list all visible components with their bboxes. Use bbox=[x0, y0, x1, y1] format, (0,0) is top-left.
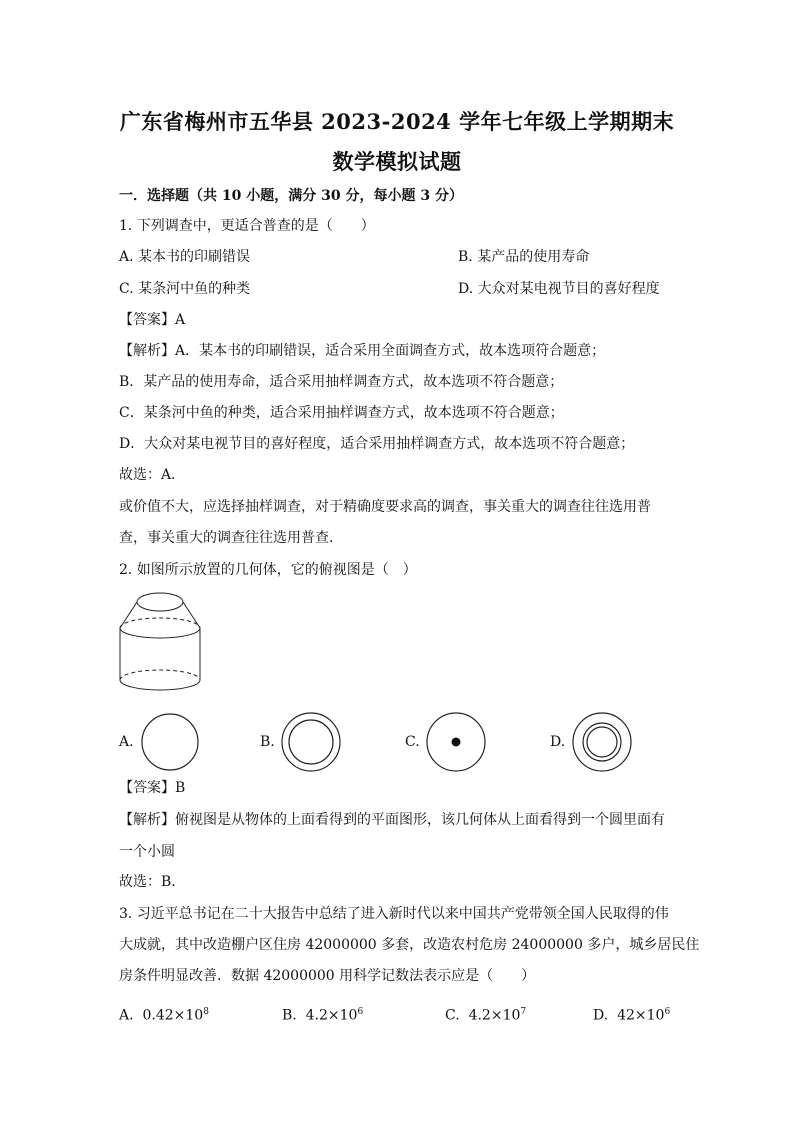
q3-stem-line: 大成就，其中改造棚户区住房 42000000 多套，改造农村危房 24000000 多户，城乡居民住 bbox=[119, 937, 700, 953]
q3-option-b-base: 4.2×10 bbox=[305, 1007, 358, 1024]
q1-option-d: D. 大众对某电视节目的喜好程度 bbox=[458, 281, 660, 297]
q1-explain-line: 故选：A． bbox=[119, 467, 186, 483]
q3-stem-line: 房条件明显改善．数据 42000000 用科学记数法表示应是（ ） bbox=[119, 968, 536, 984]
section-heading: 一．选择题（共 10 小题，满分 30 分，每小题 3 分） bbox=[119, 188, 463, 204]
cylinder-top-back-arc bbox=[120, 618, 200, 628]
q2-answer: 【答案】B bbox=[119, 780, 186, 796]
q2-option-b-label: B. bbox=[260, 734, 275, 750]
page-title-line1: 广东省梅州市五华县 2023-2024 学年七年级上学期期末 bbox=[119, 109, 675, 134]
q1-explain-line: 【解析】A．某本书的印刷错误，适合采用全面调查方式，故本选项符合题意； bbox=[119, 343, 606, 359]
q3-option-d-label: D. bbox=[593, 1007, 609, 1024]
q2-option-c-label: C. bbox=[405, 734, 420, 750]
q2-option-c-circle-dot bbox=[424, 710, 488, 774]
q3-stem-line: 3. 习近平总书记在二十大报告中总结了进入新时代以来中国共产党带领全国人民取得的伟 bbox=[119, 906, 669, 922]
q1-stem: 1. 下列调查中，更适合普查的是（ ） bbox=[119, 218, 375, 234]
q1-option-c: C. 某条河中鱼的种类 bbox=[119, 281, 251, 297]
q2-stem: 2. 如图所示放置的几何体，它的俯视图是（ ） bbox=[119, 562, 417, 578]
frustum-left-edge bbox=[120, 602, 137, 628]
q3-option-a-base: 0.42×10 bbox=[142, 1007, 204, 1024]
q1-answer: 【答案】A bbox=[119, 312, 186, 328]
q2-option-a-circle bbox=[138, 710, 202, 774]
q3-option-c-base: 4.2×10 bbox=[468, 1007, 521, 1024]
q3-option-a bbox=[119, 1002, 209, 1026]
q3-option-c-label: C. bbox=[445, 1007, 460, 1024]
q1-explain-line: D．大众对某电视节目的喜好程度，适合采用抽样调查方式，故本选项不符合题意； bbox=[119, 436, 635, 452]
q2-option-d-circles bbox=[570, 710, 634, 774]
q2-explain-line: 【解析】俯视图是从物体的上面看得到的平面图形，该几何体从上面看得到一个圆里面有 bbox=[119, 812, 665, 828]
q1-explain-line: 或价值不大，应选择抽样调查，对于精确度要求高的调查，事关重大的调查往往选用普 bbox=[119, 499, 651, 515]
frustum-top-ellipse bbox=[137, 593, 183, 611]
cylinder-bottom-front-arc bbox=[120, 680, 200, 690]
q1-explain-line: 查，事关重大的调查往往选用普查． bbox=[119, 530, 343, 546]
q3-option-d bbox=[593, 1002, 670, 1026]
q3-option-c-exp: 7 bbox=[520, 1007, 527, 1017]
q3-option-d-base: 42×10 bbox=[617, 1007, 665, 1024]
q3-option-d-exp: 6 bbox=[664, 1007, 671, 1017]
q2-option-b-circles bbox=[279, 710, 343, 774]
solid-figure bbox=[110, 590, 210, 700]
cylinder-bottom-back-arc bbox=[120, 670, 200, 680]
q3-option-a-label: A. bbox=[119, 1007, 134, 1024]
q1-option-a: A. 某本书的印刷错误 bbox=[119, 249, 251, 265]
q1-explain-line: B．某产品的使用寿命，适合采用抽样调查方式，故本选项不符合题意； bbox=[119, 374, 564, 390]
q3-option-b bbox=[282, 1002, 363, 1026]
q3-option-c bbox=[445, 1002, 526, 1026]
page-title-line2: 数学模拟试题 bbox=[332, 149, 462, 174]
q2-explain-line: 故选：B． bbox=[119, 874, 186, 890]
q2-explain-line: 一个小圆 bbox=[119, 844, 175, 860]
q1-explain-line: C．某条河中鱼的种类，适合采用抽样调查方式，故本选项不符合题意； bbox=[119, 405, 564, 421]
q1-option-b: B. 某产品的使用寿命 bbox=[458, 249, 590, 265]
q2-option-d-label: D. bbox=[550, 734, 566, 750]
q3-option-a-exp: 8 bbox=[203, 1007, 209, 1017]
cylinder-top-front-arc bbox=[120, 628, 200, 638]
q3-option-b-exp: 6 bbox=[357, 1007, 364, 1017]
q3-option-b-label: B. bbox=[282, 1007, 297, 1024]
q2-option-a-label: A. bbox=[119, 734, 134, 750]
